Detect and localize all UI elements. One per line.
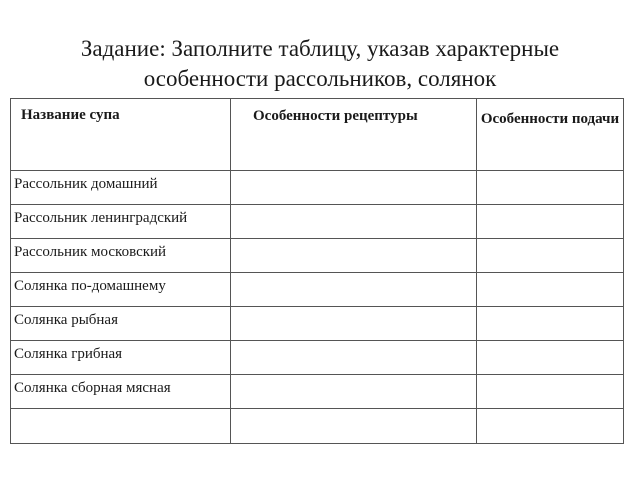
soup-name-cell: Солянка рыбная bbox=[11, 307, 231, 341]
table-row bbox=[11, 239, 624, 273]
soup-name-cell: Солянка сборная мясная bbox=[11, 375, 231, 409]
soup-name-cell: Рассольник домашний bbox=[11, 171, 231, 205]
recipe-features-cell[interactable] bbox=[231, 307, 477, 341]
header-recipe-features: Особенности рецептуры bbox=[231, 99, 477, 171]
table-row bbox=[11, 375, 624, 409]
soup-features-table bbox=[10, 98, 624, 444]
serving-features-cell[interactable] bbox=[477, 273, 624, 307]
recipe-features-cell[interactable] bbox=[231, 273, 477, 307]
recipe-features-cell[interactable] bbox=[231, 171, 477, 205]
serving-features-cell[interactable] bbox=[477, 239, 624, 273]
recipe-features-cell[interactable] bbox=[231, 409, 477, 444]
serving-features-cell[interactable] bbox=[477, 307, 624, 341]
soup-name-cell: Солянка грибная bbox=[11, 341, 231, 375]
serving-features-cell[interactable] bbox=[477, 205, 624, 239]
recipe-features-cell[interactable] bbox=[231, 239, 477, 273]
recipe-features-cell[interactable] bbox=[231, 341, 477, 375]
serving-features-cell[interactable] bbox=[477, 341, 624, 375]
soup-name-cell: Рассольник ленинградский bbox=[11, 205, 231, 239]
table-row bbox=[11, 171, 624, 205]
soup-name-cell: Солянка по-домашнему bbox=[11, 273, 231, 307]
soup-name-cell[interactable] bbox=[11, 409, 231, 444]
header-serving-features: Особенности подачи bbox=[477, 99, 624, 171]
header-soup-name: Название супа bbox=[11, 99, 231, 171]
soup-name-cell: Рассольник московский bbox=[11, 239, 231, 273]
task-title-line-1: Задание: Заполните таблицу, указав характерные bbox=[80, 36, 560, 61]
table-row bbox=[11, 341, 624, 375]
recipe-features-cell[interactable] bbox=[231, 375, 477, 409]
task-title bbox=[0, 34, 640, 94]
table-row bbox=[11, 273, 624, 307]
task-title-line-2: особенности рассольников, солянок bbox=[143, 66, 497, 91]
serving-features-cell[interactable] bbox=[477, 409, 624, 444]
table-header-row bbox=[11, 99, 624, 171]
serving-features-cell[interactable] bbox=[477, 375, 624, 409]
recipe-features-cell[interactable] bbox=[231, 205, 477, 239]
table-row-empty bbox=[11, 409, 624, 444]
table-row bbox=[11, 205, 624, 239]
table-row bbox=[11, 307, 624, 341]
serving-features-cell[interactable] bbox=[477, 171, 624, 205]
